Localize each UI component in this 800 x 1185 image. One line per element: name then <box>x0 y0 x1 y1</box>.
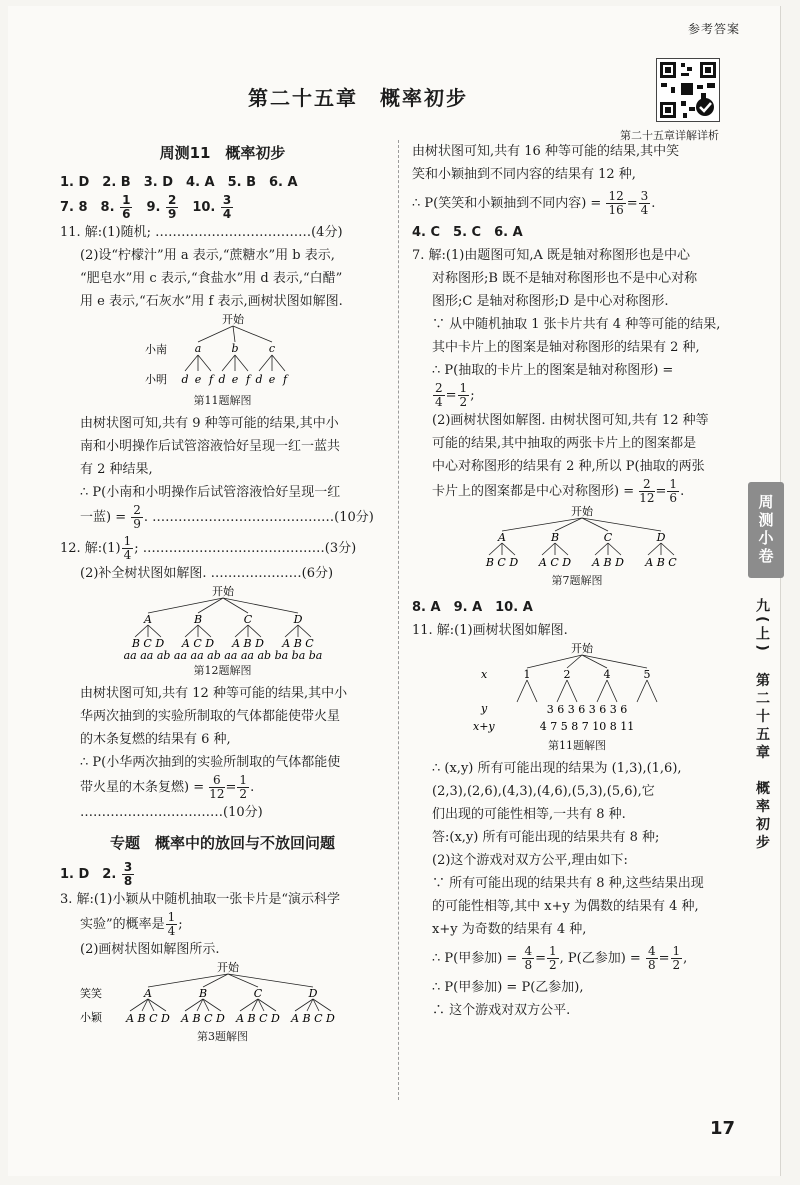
q7-text: 图形;C 是轴对称图形;D 是中心对称图形. <box>432 294 669 309</box>
q11-text: ∴ P(小南和小明操作后试管溶液恰好呈现一红 <box>80 485 341 500</box>
tree-node: A B C <box>281 637 314 650</box>
tree-diagram-11 <box>60 313 385 412</box>
tree-node-group: A B D <box>592 556 624 569</box>
q11-text: (2)这个游戏对双方公平,理由如下: <box>432 853 628 868</box>
tree-level-label: 小明 <box>144 373 167 386</box>
figure-caption: 第7题解图 <box>551 574 603 587</box>
tree-node: d <box>217 373 226 386</box>
q7-text: 7. 解:(1)由题图可知,A 既是轴对称图形也是中心 <box>412 248 690 263</box>
q11-text: ∴ 这个游戏对双方公平. <box>432 1003 571 1018</box>
tree-node-row: 3 6 3 6 3 6 3 6 <box>546 703 628 716</box>
fraction: $\frac{12}{16}$ <box>608 189 624 217</box>
tree-node: C <box>243 613 252 626</box>
figure-caption: 第3题解图 <box>197 1030 248 1043</box>
tree-diagram-11b <box>412 642 742 757</box>
figure-caption: 第12题解图 <box>193 664 252 677</box>
q3-part1: 3. 解:(1)小颖从中随机抽取一张卡片是“演示科学 <box>60 892 340 907</box>
q11-text: 答:(x,y) 所有可能出现的结果共有 8 种; <box>432 830 660 845</box>
tree-diagram-3 <box>60 961 385 1048</box>
tree-node: B <box>198 987 207 1000</box>
q11-result: ∴ P(甲参加) = $\frac{4}{8}$ = $\frac{1}{2}$ , P(乙参加) = $\frac{4}{8}$ = $\frac{1}{2}$ , <box>432 944 688 972</box>
tree-level-label: 小南 <box>144 343 167 356</box>
qr-code-icon[interactable] <box>656 58 720 122</box>
column-divider <box>398 140 399 1100</box>
q7-result: $\frac{2}{4}$ = $\frac{1}{2}$ ; <box>435 381 475 409</box>
tree-node-row: aa aa ab aa aa ab aa aa ab ba ba ba <box>123 649 322 661</box>
q11-text: 的可能性相等,其中 x+y 为偶数的结果有 4 种, <box>432 899 699 914</box>
tree-node: B <box>193 613 202 626</box>
q3-text: 实验”的概率是 $\frac{1}{4}$ ; <box>80 910 183 938</box>
tree-node: 1 <box>523 668 531 681</box>
tree-diagram-7 <box>412 505 742 592</box>
side-label: 九(上) 第二十五章 概率初步 <box>754 598 770 853</box>
tree-node: A B D <box>231 637 264 650</box>
q12-text: (2)补全树状图如解图. …………………(6分) <box>80 566 334 581</box>
tree-node: e <box>231 373 238 386</box>
fraction: $\frac{6}{12}$ <box>209 773 225 801</box>
tree-start: 开始 <box>571 505 593 518</box>
tree-node: A <box>143 613 152 626</box>
q12-text: ∴ P(小华两次抽到的实验所制取的气体都能使 <box>80 755 341 770</box>
q11-result: 一蓝) = $\frac{2}{9}$ . ……………………………………(10分) <box>80 503 374 531</box>
q7-text: ∴ P(抽取的卡片上的图案是轴对称图形) = <box>432 363 674 378</box>
figure-caption: 第11题解图 <box>193 394 252 407</box>
fraction: $\frac{1}{4}$ <box>167 910 176 938</box>
tree-node: 5 <box>643 668 651 681</box>
fraction: $\frac{4}{8}$ <box>524 944 533 972</box>
r-text: 笑和小颖抽到不同内容的结果有 12 种, <box>412 167 636 182</box>
tree-node: C <box>603 531 613 544</box>
tree-node: a <box>194 342 201 355</box>
q11-text: ∵ 所有可能出现的结果共有 8 种,这些结果出现 <box>432 876 704 891</box>
tree-node: D <box>656 531 666 544</box>
q7-text: 其中卡片上的图案是轴对称图形的结果有 2 种, <box>432 340 700 355</box>
tree-node: D <box>293 613 302 626</box>
tree-start: 开始 <box>216 961 239 974</box>
tree-node: B C D <box>131 637 164 650</box>
q11-text: ∴ P(甲参加) = P(乙参加), <box>432 980 584 995</box>
q11-text: (2,3),(2,6),(4,3),(4,6),(5,3),(5,6),它 <box>432 784 655 799</box>
tree-level-label: y <box>481 702 488 715</box>
side-tab[interactable]: 周测小卷 <box>748 482 784 578</box>
left-column <box>60 140 385 1048</box>
r-result: ∴ P(笑笑和小颖抽到不同内容) = $\frac{12}{16}$ = $\frac{3}{4}$ . <box>412 189 656 217</box>
tree-level-label: 笑笑 <box>79 987 102 1000</box>
fraction: $\frac{3}{8}$ <box>123 860 133 888</box>
tree-start: 开始 <box>221 313 244 326</box>
q7-result: 卡片上的图案都是中心对称图形) = $\frac{2}{12}$ = $\frac{1}{6}$ . <box>432 477 685 505</box>
q12-part1: 12. 解:(1) $\frac{1}{4}$ ; ……………………………………(3分) <box>60 534 357 562</box>
fraction: $\frac{2}{9}$ <box>133 503 141 531</box>
answers-4-6: 4. C 5. C 6. A <box>412 225 523 240</box>
tree-node: C <box>253 987 262 1000</box>
tree-node: 2 <box>563 668 571 681</box>
q12-text: 的木条复燃的结果有 6 种, <box>80 732 231 747</box>
q11-text: 有 2 种结果, <box>80 462 153 477</box>
q7-text: 对称图形;B 既不是轴对称图形也不是中心对称 <box>432 271 698 286</box>
tree-node-group: A B C D <box>290 1012 335 1025</box>
fraction: $\frac{1}{6}$ <box>122 193 131 221</box>
tree-node: d <box>180 373 189 386</box>
q11-text: (2)设“柠檬汁”用 a 表示,“蔗糖水”用 b 表示, <box>80 248 335 263</box>
answers-1-6: 1. D 2. B 3. D 4. A 5. B 6. A <box>60 175 298 190</box>
fraction: $\frac{2}{9}$ <box>167 193 177 221</box>
fraction: $\frac{2}{4}$ <box>435 381 443 409</box>
tree-start: 开始 <box>571 642 593 655</box>
q11-part1: 11. 解:(1)随机; ………………………………(4分) <box>60 225 343 240</box>
tree-node: A <box>498 531 506 544</box>
fraction: $\frac{1}{2}$ <box>672 944 681 972</box>
fraction: $\frac{4}{8}$ <box>647 944 656 972</box>
tree-node-group: A B C <box>645 556 677 569</box>
fraction: $\frac{1}{6}$ <box>669 477 678 505</box>
figure-caption: 第11题解图 <box>548 739 606 752</box>
r-text: 由树状图可知,共有 16 种等可能的结果,其中笑 <box>412 144 680 159</box>
tree-node-row: 4 7 5 8 7 10 8 11 <box>539 720 635 733</box>
answers-7-10: 7. 8 8. $\frac{1}{6}$ 9. $\frac{2}{9}$ 10. $\frac{3}{4}$ <box>60 193 232 221</box>
tree-node: f <box>282 373 287 386</box>
fraction: $\frac{1}{4}$ <box>123 534 132 562</box>
chapter-title: 第二十五章 概率初步 <box>248 86 468 110</box>
q11-text: 们出现的可能性相等,一共有 8 种. <box>432 807 626 822</box>
fraction: $\frac{1}{2}$ <box>459 381 468 409</box>
tree-node: A <box>143 987 152 1000</box>
q7-text: 中心对称图形的结果有 2 种,所以 P(抽取的两张 <box>432 459 705 474</box>
tree-node-group: A B C D <box>235 1012 280 1025</box>
answers-1-2: 1. D 2. $\frac{3}{8}$ <box>60 860 133 888</box>
tree-level-label: x+y <box>473 720 495 733</box>
tree-node-group: A B C D <box>125 1012 170 1025</box>
q7-text: 可能的结果,其中抽取的两张卡片上的图案都是 <box>432 436 697 451</box>
tree-node: f <box>245 373 250 386</box>
tree-level-label: 小颖 <box>79 1011 102 1024</box>
page-number: 17 <box>710 1118 736 1139</box>
right-column <box>412 140 742 1022</box>
tree-start: 开始 <box>211 585 234 598</box>
tree-node: c <box>268 342 275 355</box>
tree-node: 4 <box>603 668 611 681</box>
q12-text: 由树状图可知,共有 12 种等可能的结果,其中小 <box>80 686 348 701</box>
tree-node-group: A C D <box>538 556 572 569</box>
qr-caption: 第二十五章详解详析 <box>620 129 719 142</box>
answers-8-10: 8. A 9. A 10. A <box>412 600 533 615</box>
q7-text: (2)画树状图如解图. 由树状图可知,共有 12 种等 <box>432 413 709 428</box>
q11-text: 南和小明操作后试管溶液恰好呈现一红一蓝共 <box>80 439 341 454</box>
q11-text: ∴ (x,y) 所有可能出现的结果为 (1,3),(1,6), <box>432 761 682 776</box>
q11-text: 用 e 表示,“石灰水”用 f 表示,画树状图如解图. <box>80 294 343 309</box>
tree-level-label: x <box>481 668 488 681</box>
section-title: 周测11 概率初步 <box>159 144 286 162</box>
section-title: 专题 概率中的放回与不放回问题 <box>109 834 335 852</box>
q3-text: (2)画树状图如解图所示. <box>80 942 220 957</box>
q11-text: x+y 为奇数的结果有 4 种, <box>432 922 587 937</box>
tree-node: f <box>208 373 213 386</box>
fraction: $\frac{1}{2}$ <box>549 944 557 972</box>
q7-text: ∵ 从中随机抽取 1 张卡片共有 4 种等可能的结果, <box>432 317 721 332</box>
tree-node: e <box>268 373 275 386</box>
q12-result: 带火星的木条复燃) = $\frac{6}{12}$ = $\frac{1}{2}$ . ……………………………(10分) <box>80 773 263 820</box>
q11-text: 11. 解:(1)画树状图如解图. <box>412 623 568 638</box>
tree-node: b <box>230 342 239 355</box>
fraction: $\frac{1}{2}$ <box>239 773 248 801</box>
fraction: $\frac{3}{4}$ <box>222 193 232 221</box>
tree-diagram-12 <box>60 585 385 682</box>
tree-node: d <box>254 373 263 386</box>
q12-text: 华两次抽到的实验所制取的气体都能使带火星 <box>80 709 341 724</box>
tree-node: e <box>194 373 201 386</box>
q11-text: “肥皂水”用 c 表示,“食盐水”用 d 表示,“白醋” <box>80 271 343 286</box>
tree-node: D <box>308 987 317 1000</box>
tree-node: A C D <box>181 637 214 650</box>
tree-node-group: B C D <box>485 556 519 569</box>
tree-node: B <box>550 531 560 544</box>
q11-text: 由树状图可知,共有 9 种等可能的结果,其中小 <box>80 416 339 431</box>
fraction: $\frac{3}{4}$ <box>640 189 649 217</box>
fraction: $\frac{2}{12}$ <box>639 477 655 505</box>
header-label: 参考答案 <box>687 22 740 36</box>
tree-node-group: A B C D <box>180 1012 225 1025</box>
